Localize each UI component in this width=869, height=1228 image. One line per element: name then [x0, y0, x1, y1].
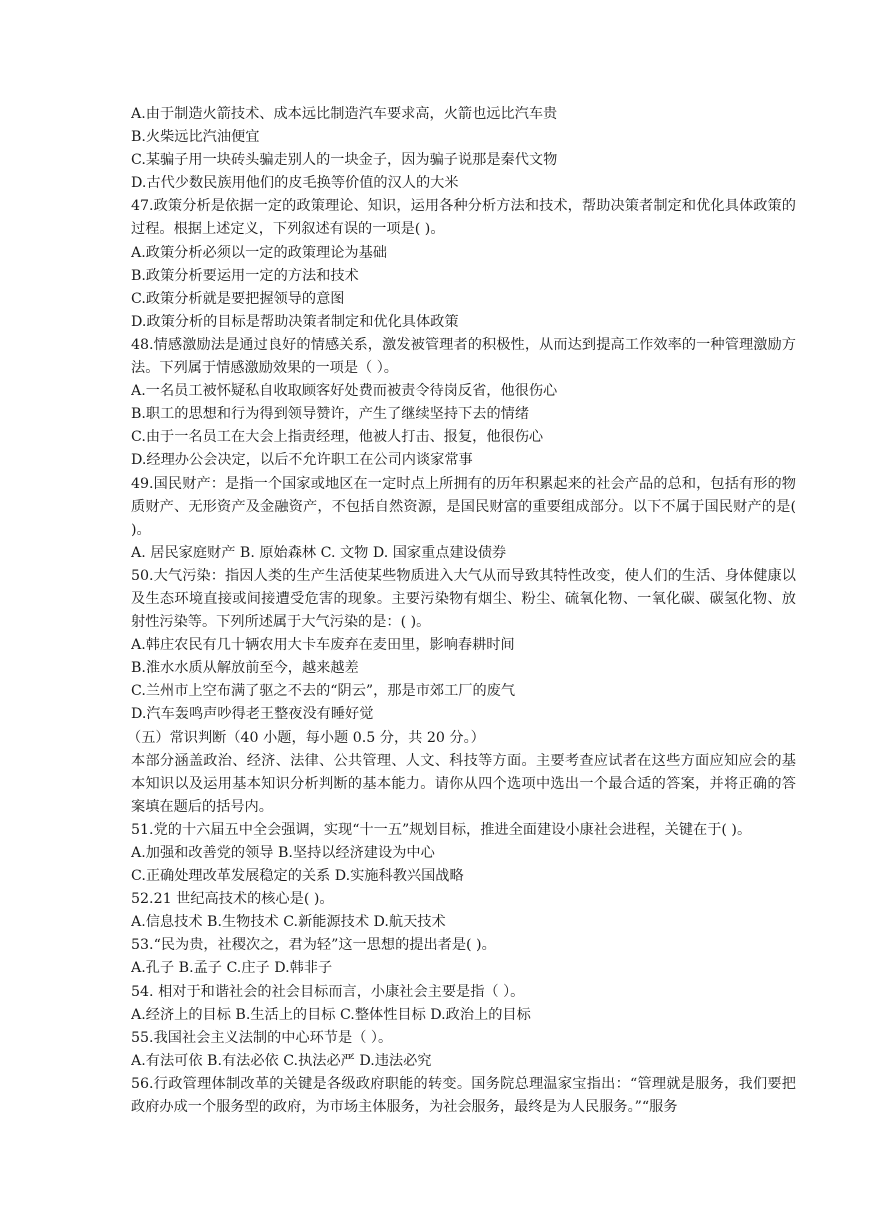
paragraph: 50.大气污染：指因人类的生产生活使某些物质进入大气从而导致其特性改变，使人们的生活、身体健康以及生态环境直接或间接遭受危害的现象。主要污染物有烟尘、粉尘、硫氧化物、一氧化碳、碳氢化物、放射性污染等。下列所述属于大气污染的是：( )。	[131, 567, 796, 631]
text-line: A.政策分析必须以一定的政策理论为基础	[131, 244, 387, 261]
text-line: C.兰州市上空布满了驱之不去的“阴云”，那是市郊工厂的废气	[131, 683, 516, 700]
document-body	[127, 103, 796, 1119]
text-line: 52.21 世纪高技术的核心是( )。	[131, 891, 334, 908]
text-line: D.汽车轰鸣声吵得老王整夜没有睡好觉	[131, 706, 374, 723]
text-line: B.政策分析要运用一定的方法和技术	[131, 267, 359, 284]
text-line: 55.我国社会主义法制的中心环节是（ ）。	[131, 1029, 393, 1046]
text-line: B.职工的思想和行为得到领导赞许，产生了继续坚持下去的情绪	[131, 406, 530, 423]
text-line: A.韩庄农民有几十辆农用大卡车废弃在麦田里，影响春耕时间	[131, 637, 515, 654]
text-line: 54. 相对于和谐社会的社会目标而言，小康社会主要是指（ ）。	[131, 983, 525, 1000]
text-line: 53.“民为贵，社稷次之，君为轻”这一思想的提出者是( )。	[131, 937, 496, 954]
text-line: A.经济上的目标 B.生活上的目标 C.整体性目标 D.政治上的目标	[131, 1006, 531, 1023]
text-line: A.由于制造火箭技术、成本远比制造汽车要求高，火箭也远比汽车贵	[131, 106, 558, 122]
text-line: A.有法可依 B.有法必依 C.执法必严 D.违法必究	[131, 1052, 432, 1069]
text-line: C.正确处理改革发展稳定的关系 D.实施科教兴国战略	[131, 868, 464, 885]
paragraph: 本部分涵盖政治、经济、法律、公共管理、人文、科技等方面。主要考查应试者在这些方面应知应会的基本知识以及运用基本知识分析判断的基本能力。请你从四个选项中选出一个最合适的答案，并将正确的答案填在题后的括号内。	[131, 752, 796, 815]
text-line: C.由于一名员工在大会上指责经理，他被人打击、报复，他很伤心	[131, 429, 544, 446]
text-line: B.火柴远比汽油便宜	[131, 129, 260, 146]
text-line: C.某骗子用一块砖头骗走别人的一块金子，因为骗子说那是秦代文物	[131, 152, 558, 169]
paragraph: 48.情感激励法是通过良好的情感关系，激发被管理者的积极性，从而达到提高工作效率的一种管理激励方法。下列属于情感激励效果的一项是（ ）。	[131, 336, 796, 377]
paragraph: 49.国民财产：是指一个国家或地区在一定时点上所拥有的历年积累起来的社会产品的总和，包括有形的物质财产、无形资产及金融资产，不包括自然资源，是国民财富的重要组成部分。以下不属于国民财产的是( )。	[131, 475, 796, 538]
text-line: A.一名员工被怀疑私自收取顾客好处费而被责令待岗反省，他很伤心	[131, 383, 558, 400]
text-line: A. 居民家庭财产 B. 原始森林 C. 文物 D. 国家重点建设债券	[131, 544, 507, 561]
text-line: 51.党的十六届五中全会强调，实现“十一五”规划目标，推进全面建设小康社会进程，关键在于( )。	[131, 821, 752, 838]
text-line: D.经理办公会决定，以后不允许职工在公司内谈家常事	[131, 452, 473, 469]
section-heading: （五）常识判断（40 小题，每小题 0.5 分，共 20 分。）	[127, 729, 485, 746]
text-line: B.淮水水质从解放前至今，越来越差	[131, 660, 359, 677]
paragraph: 47.政策分析是依据一定的政策理论、知识，运用各种分析方法和技术，帮助决策者制定和优化具体政策的过程。根据上述定义，下列叙述有误的一项是( )。	[131, 198, 796, 238]
text-line: A.信息技术 B.生物技术 C.新能源技术 D.航天技术	[131, 914, 446, 931]
text-line: D.政策分析的目标是帮助决策者制定和优化具体政策	[131, 313, 459, 330]
text-line: A.孔子 B.孟子 C.庄子 D.韩非子	[131, 960, 333, 977]
text-line: D.古代少数民族用他们的皮毛换等价值的汉人的大米	[131, 175, 459, 192]
text-line: A.加强和改善党的领导 B.坚持以经济建设为中心	[131, 845, 435, 861]
text-line: C.政策分析就是要把握领导的意图	[131, 290, 345, 307]
paragraph: 56.行政管理体制改革的关键是各级政府职能的转变。国务院总理温家宝指出：“管理就是服务，我们要把政府办成一个服务型的政府，为市场主体服务，为社会服务，最终是为人民服务。”“服务	[131, 1075, 796, 1116]
